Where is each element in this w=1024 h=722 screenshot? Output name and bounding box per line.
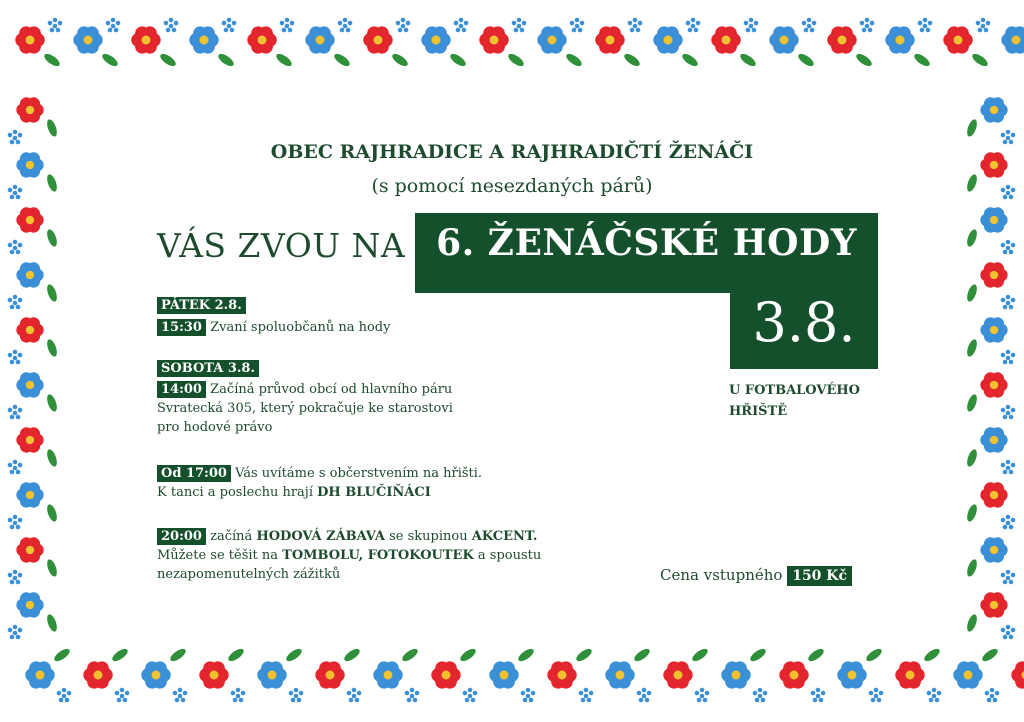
day2-label-row <box>157 359 259 378</box>
leaf-ornament <box>965 558 979 578</box>
berry-cluster <box>918 18 933 33</box>
day1-item <box>157 318 390 337</box>
leaf-ornament <box>516 647 535 664</box>
leaf-ornament <box>632 647 651 664</box>
berry-cluster <box>280 18 295 33</box>
red-flower <box>16 427 43 452</box>
berry-cluster <box>1001 515 1016 530</box>
berry-cluster <box>521 688 536 703</box>
berry-cluster <box>1001 295 1016 310</box>
berry-cluster <box>8 515 23 530</box>
red-flower <box>980 482 1007 507</box>
blue-flower <box>16 372 43 397</box>
berry-cluster <box>164 18 179 33</box>
blue-flower <box>980 317 1007 342</box>
blue-flower <box>189 26 218 53</box>
red-flower <box>980 262 1007 287</box>
organizer-heading: OBEC RAJHRADICE A RAJHRADIČTÍ ŽENÁČI <box>270 141 754 163</box>
leaf-ornament <box>390 52 409 69</box>
leaf-ornament <box>690 647 709 664</box>
blue-flower <box>73 26 102 53</box>
blue-flower <box>769 26 798 53</box>
blue-flower <box>16 262 43 287</box>
party-event: HODOVÁ ZÁBAVA <box>256 529 385 544</box>
berry-cluster <box>512 18 527 33</box>
berry-cluster <box>8 350 23 365</box>
red-flower <box>779 661 808 688</box>
blue-flower <box>141 661 170 688</box>
berry-cluster <box>8 625 23 640</box>
red-flower <box>247 26 276 53</box>
day2-text: Začíná průvod obcí od hlavního páru Svratecká 305, který pokračuje ke starostovi pro hodové právo <box>157 382 453 435</box>
leaf-ornament <box>45 448 59 468</box>
berry-cluster <box>405 688 420 703</box>
blue-flower <box>605 661 634 688</box>
berry-cluster <box>289 688 304 703</box>
leaf-ornament <box>45 338 59 358</box>
berry-cluster <box>57 688 72 703</box>
berry-cluster <box>1001 405 1016 420</box>
blue-flower <box>980 207 1007 232</box>
blue-flower <box>16 482 43 507</box>
berry-cluster <box>686 18 701 33</box>
leaf-ornament <box>965 613 979 633</box>
blue-flower <box>1001 26 1024 53</box>
berry-cluster <box>338 18 353 33</box>
leaf-ornament <box>342 647 361 664</box>
blue-flower <box>980 97 1007 122</box>
berry-cluster <box>695 688 710 703</box>
leaf-ornament <box>45 503 59 523</box>
leaf-ornament <box>400 647 419 664</box>
blue-flower <box>653 26 682 53</box>
event-name: 6. ŽENÁČSKÉ HODY <box>436 222 857 264</box>
red-flower <box>980 592 1007 617</box>
leaf-ornament <box>45 393 59 413</box>
day1-label: PÁTEK 2.8. <box>157 297 246 314</box>
leaf-ornament <box>622 52 641 69</box>
leaf-ornament <box>100 52 119 69</box>
party-time: 20:00 <box>157 528 206 545</box>
red-flower <box>315 661 344 688</box>
berry-cluster <box>927 688 942 703</box>
blue-flower <box>489 661 518 688</box>
berry-cluster <box>8 570 23 585</box>
blue-flower <box>25 661 54 688</box>
blue-flower <box>721 661 750 688</box>
red-flower <box>711 26 740 53</box>
leaf-ornament <box>506 52 525 69</box>
blue-flower <box>257 661 286 688</box>
leaf-ornament <box>564 52 583 69</box>
red-flower <box>363 26 392 53</box>
refreshments-text: Vás uvítáme s občerstvením na hřišti. <box>235 466 483 481</box>
red-flower <box>199 661 228 688</box>
day1-time: 15:30 <box>157 319 206 336</box>
party-band: AKCENT. <box>471 529 538 544</box>
red-flower <box>1011 661 1024 688</box>
music-band: DH BLUČIŇÁCI <box>317 485 431 500</box>
berry-cluster <box>860 18 875 33</box>
berry-cluster <box>106 18 121 33</box>
leaf-ornament <box>274 52 293 69</box>
organizer-subtitle: (s pomocí nesezdaných párů) <box>371 175 653 197</box>
berry-cluster <box>463 688 478 703</box>
leaf-ornament <box>45 118 59 138</box>
berry-cluster <box>628 18 643 33</box>
leaf-ornament <box>796 52 815 69</box>
leaf-ornament <box>965 338 979 358</box>
red-flower <box>16 537 43 562</box>
red-flower <box>547 661 576 688</box>
party-text2: se skupinou <box>389 529 468 544</box>
leaf-ornament <box>332 52 351 69</box>
berry-cluster <box>347 688 362 703</box>
leaf-ornament <box>226 647 245 664</box>
berry-cluster <box>753 688 768 703</box>
red-flower <box>131 26 160 53</box>
blue-flower <box>305 26 334 53</box>
day2-time: 14:00 <box>157 381 206 398</box>
event-date: 3.8. <box>752 291 856 354</box>
leaf-ornament <box>574 647 593 664</box>
leaf-ornament <box>965 503 979 523</box>
day1-text: Zvaní spoluobčanů na hody <box>210 320 391 335</box>
berry-cluster <box>869 688 884 703</box>
berry-cluster <box>8 460 23 475</box>
berry-cluster <box>8 295 23 310</box>
leaf-ornament <box>922 647 941 664</box>
red-flower <box>431 661 460 688</box>
berry-cluster <box>985 688 1000 703</box>
red-flower <box>827 26 856 53</box>
party-text4: a spoustu nezapomenutelných zážitků <box>157 548 542 582</box>
berry-cluster <box>1001 240 1016 255</box>
red-flower <box>595 26 624 53</box>
leaf-ornament <box>448 52 467 69</box>
red-flower <box>479 26 508 53</box>
party-item <box>157 527 577 584</box>
leaf-ornament <box>168 647 187 664</box>
blue-flower <box>373 661 402 688</box>
leaf-ornament <box>864 647 883 664</box>
leaf-ornament <box>45 558 59 578</box>
blue-flower <box>421 26 450 53</box>
leaf-ornament <box>748 647 767 664</box>
blue-flower <box>537 26 566 53</box>
price-value: 150 Kč <box>787 566 852 586</box>
leaf-ornament <box>912 52 931 69</box>
berry-cluster <box>1001 570 1016 585</box>
refreshments-item <box>157 464 517 502</box>
party-text3: Můžete se těšit na <box>157 548 278 563</box>
refreshments-time: Od 17:00 <box>157 465 231 482</box>
leaf-ornament <box>970 52 989 69</box>
berry-cluster <box>802 18 817 33</box>
day2-item <box>157 380 477 437</box>
blue-flower <box>837 661 866 688</box>
berry-cluster <box>976 18 991 33</box>
berry-cluster <box>811 688 826 703</box>
red-flower <box>895 661 924 688</box>
berry-cluster <box>1001 350 1016 365</box>
day1-label-row <box>157 296 246 315</box>
red-flower <box>15 26 44 53</box>
berry-cluster <box>744 18 759 33</box>
leaf-ornament <box>980 647 999 664</box>
party-text1: začíná <box>210 529 253 544</box>
berry-cluster <box>1001 625 1016 640</box>
party-highlights: TOMBOLU, FOTOKOUTEK <box>282 548 474 563</box>
red-flower <box>16 97 43 122</box>
red-flower <box>16 317 43 342</box>
event-venue: U FOTBALOVÉHO HŘIŠTĚ <box>729 383 861 419</box>
leaf-ornament <box>216 52 235 69</box>
leaf-ornament <box>45 283 59 303</box>
music-prefix: K tanci a poslechu hrají <box>157 485 313 500</box>
berry-cluster <box>396 18 411 33</box>
berry-cluster <box>1001 460 1016 475</box>
berry-cluster <box>570 18 585 33</box>
blue-flower <box>980 427 1007 452</box>
leaf-ornament <box>965 393 979 413</box>
berry-cluster <box>454 18 469 33</box>
leaf-ornament <box>965 228 979 248</box>
berry-cluster <box>637 688 652 703</box>
leaf-ornament <box>158 52 177 69</box>
leaf-ornament <box>680 52 699 69</box>
blue-flower <box>980 537 1007 562</box>
day2-label: SOBOTA 3.8. <box>157 360 259 377</box>
invite-lead: VÁS ZVOU NA <box>157 226 406 265</box>
price-label: Cena vstupného <box>660 566 783 584</box>
berry-cluster <box>173 688 188 703</box>
leaf-ornament <box>45 228 59 248</box>
leaf-ornament <box>965 448 979 468</box>
leaf-ornament <box>965 118 979 138</box>
leaf-ornament <box>965 283 979 303</box>
blue-flower <box>953 661 982 688</box>
red-flower <box>83 661 112 688</box>
leaf-ornament <box>458 647 477 664</box>
red-flower <box>16 207 43 232</box>
berry-cluster <box>222 18 237 33</box>
berry-cluster <box>231 688 246 703</box>
red-flower <box>980 372 1007 397</box>
berry-cluster <box>8 405 23 420</box>
entry-price <box>660 566 852 584</box>
leaf-ornament <box>45 613 59 633</box>
leaf-ornament <box>806 647 825 664</box>
leaf-ornament <box>284 647 303 664</box>
leaf-ornament <box>52 647 71 664</box>
leaf-ornament <box>42 52 61 69</box>
berry-cluster <box>48 18 63 33</box>
blue-flower <box>885 26 914 53</box>
leaf-ornament <box>854 52 873 69</box>
berry-cluster <box>115 688 130 703</box>
leaf-ornament <box>738 52 757 69</box>
berry-cluster <box>8 240 23 255</box>
blue-flower <box>16 592 43 617</box>
leaf-ornament <box>110 647 129 664</box>
red-flower <box>943 26 972 53</box>
red-flower <box>663 661 692 688</box>
berry-cluster <box>579 688 594 703</box>
